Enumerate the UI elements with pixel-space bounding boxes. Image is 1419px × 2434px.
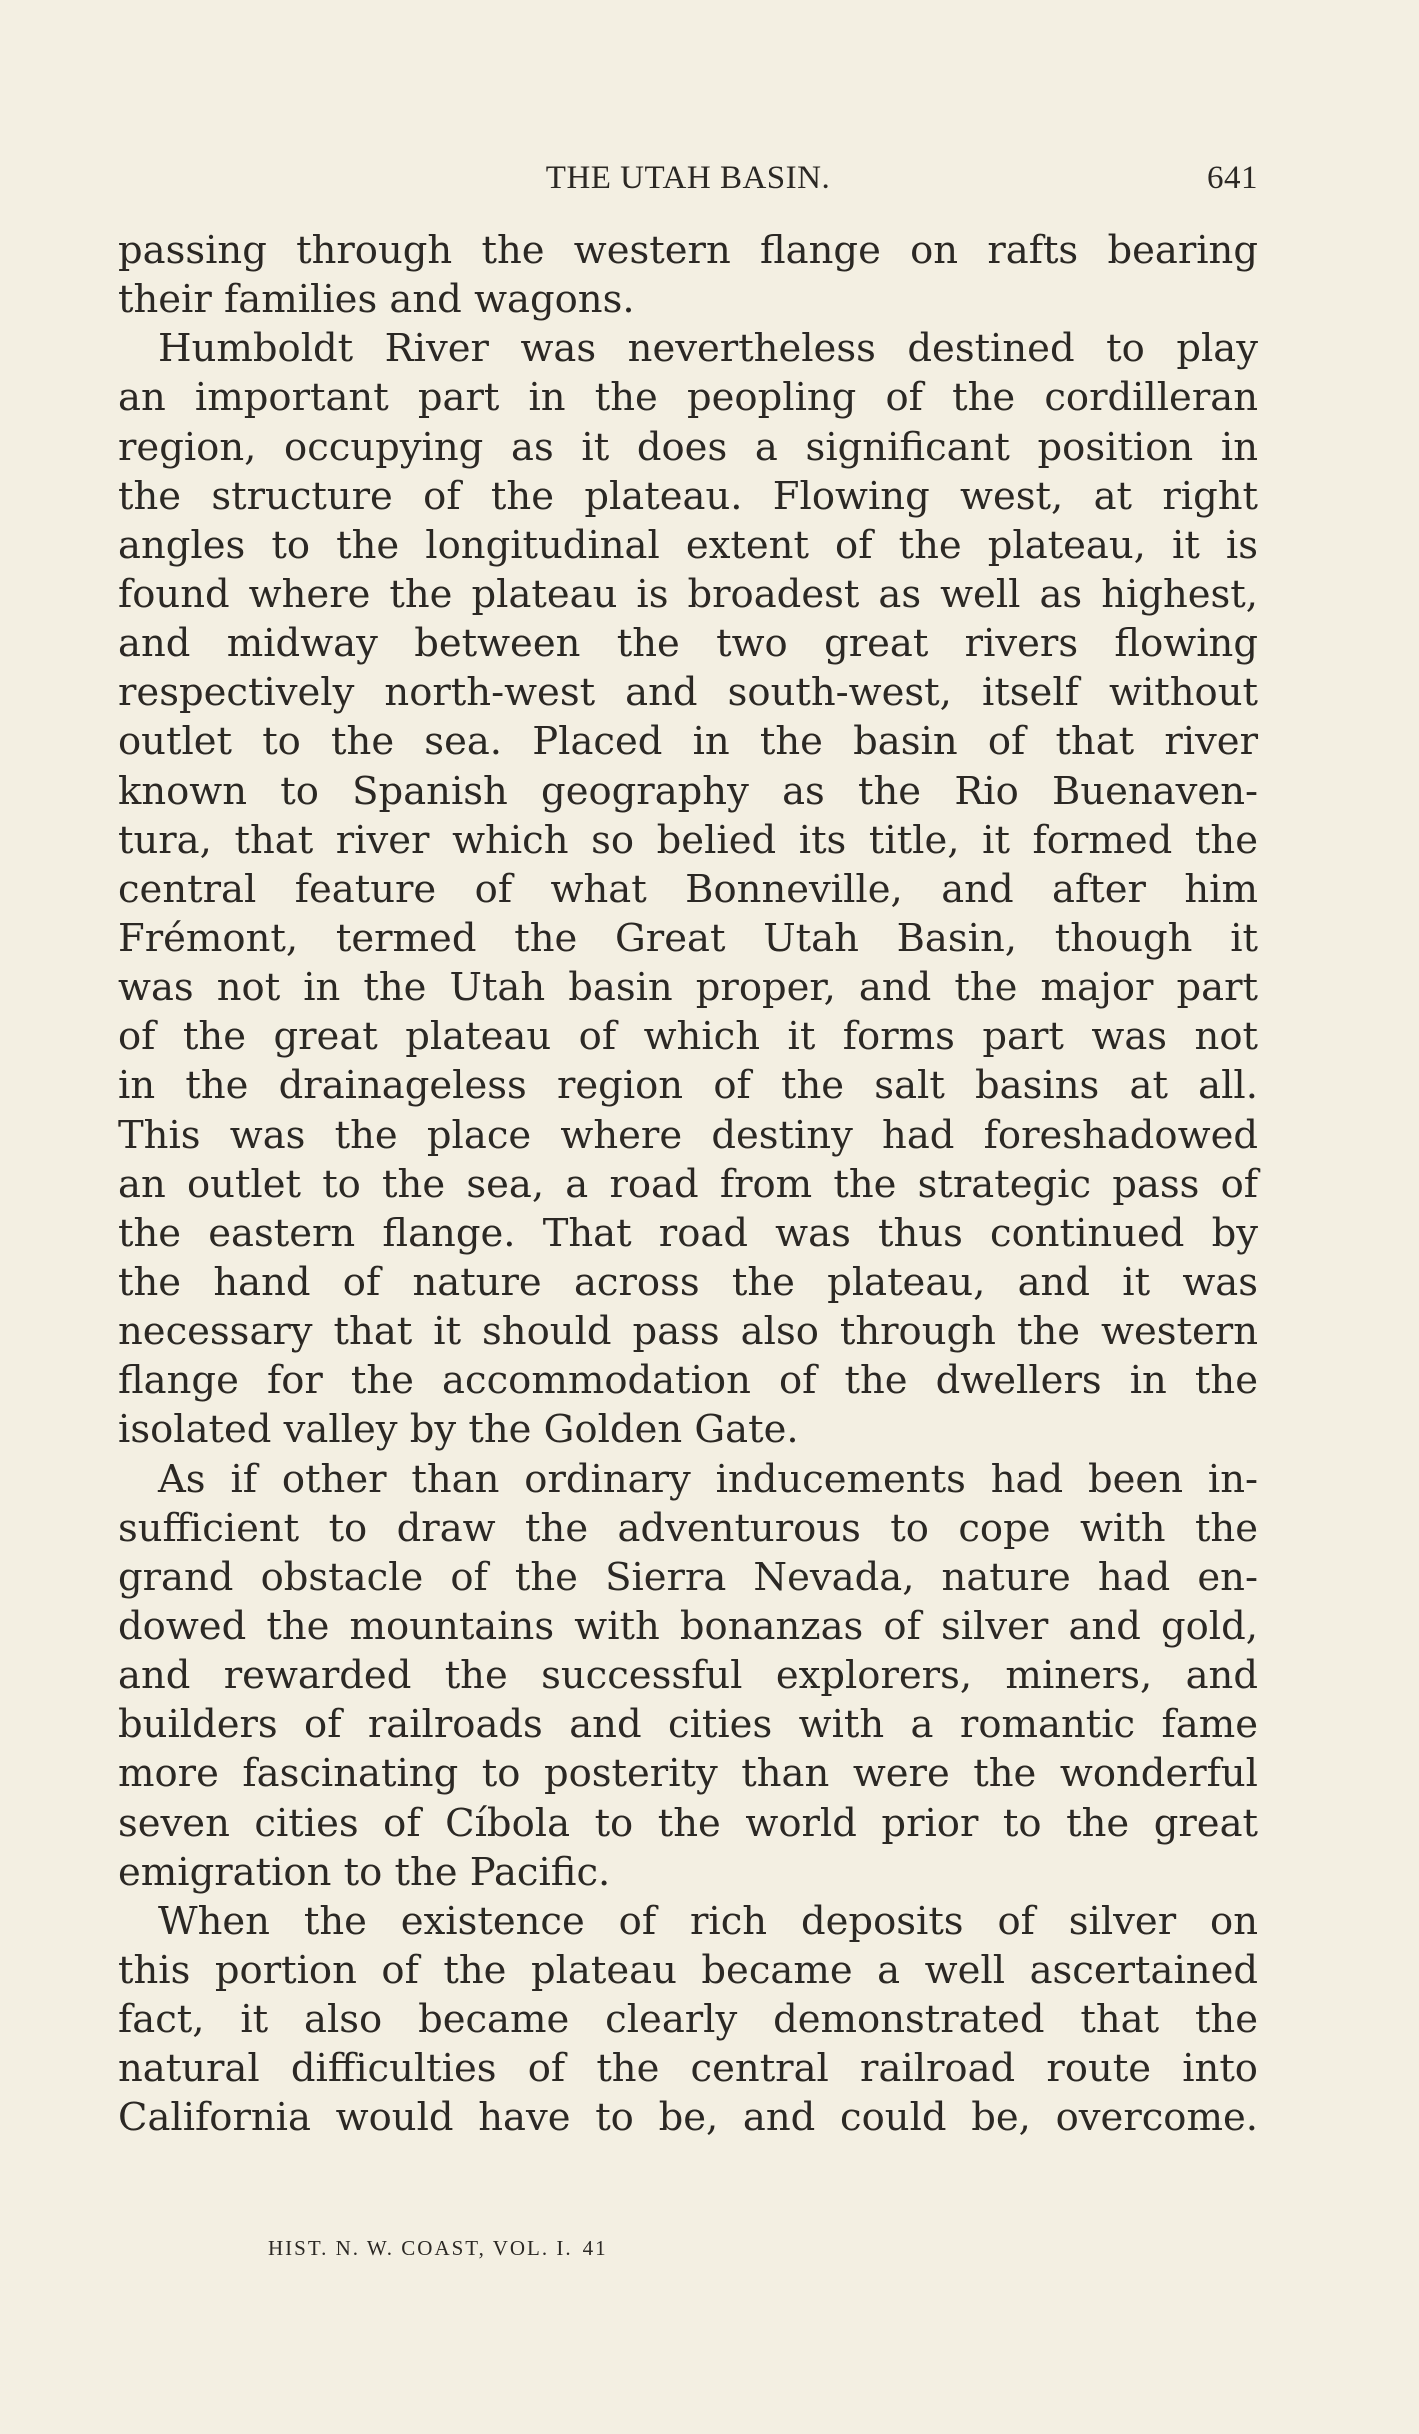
text-line: sufficient to draw the adventurous to cope with the (118, 1505, 1258, 1551)
running-title: THE UTAH BASIN. (545, 160, 831, 196)
page-number: 641 (1207, 160, 1258, 196)
text-line: When the existence of rich deposits of silver on (158, 1898, 1258, 1944)
text-line: seven cities of Cíbola to the world prior to the great (118, 1800, 1258, 1846)
text-line: and midway between the two great rivers flowing (118, 621, 1258, 667)
text-line: tura, that river which so belied its title, it formed the (118, 817, 1258, 863)
text-line: Humboldt River was nevertheless destined to play (158, 326, 1258, 372)
text-line: As if other than ordinary inducements had been in- (158, 1456, 1258, 1502)
text-line: emigration to the Pacific. (118, 1849, 611, 1895)
text-line: Frémont, termed the Great Utah Basin, though it (118, 915, 1258, 961)
text-line: known to Spanish geography as the Rio Buenaven- (118, 768, 1258, 814)
text-line: this portion of the plateau became a well ascertained (118, 1947, 1258, 1993)
text-line: the eastern flange. That road was thus continued by (118, 1210, 1258, 1256)
signature-mark (268, 2236, 608, 2261)
text-line: dowed the mountains with bonanzas of silver and gold, (118, 1603, 1258, 1649)
text-line: California would have to be, and could be, overcome. (118, 2095, 1258, 2141)
text-line: of the great plateau of which it forms part was not (118, 1014, 1258, 1060)
text-line: isolated valley by the Golden Gate. (118, 1407, 799, 1453)
text-line: grand obstacle of the Sierra Nevada, nature had en- (118, 1554, 1258, 1600)
text-line: an important part in the peopling of the cordilleran (118, 375, 1258, 421)
text-line: central feature of what Bonneville, and after him (118, 866, 1258, 912)
body-text (118, 226, 1258, 2142)
text-line: an outlet to the sea, a road from the strategic pass of (118, 1161, 1258, 1207)
text-line: angles to the longitudinal extent of the plateau, it is (118, 522, 1258, 568)
text-line: necessary that it should pass also through the western (118, 1309, 1258, 1355)
text-line: builders of railroads and cities with a romantic fame (118, 1702, 1258, 1748)
running-head (118, 160, 1258, 210)
text-line: outlet to the sea. Placed in the basin of that river (118, 719, 1258, 765)
text-line: region, occupying as it does a significant position in (118, 424, 1258, 470)
text-line: more fascinating to posterity than were the wonderful (118, 1751, 1258, 1797)
text-line: the hand of nature across the plateau, and it was (118, 1259, 1258, 1305)
text-line: This was the place where destiny had foreshadowed (118, 1112, 1258, 1158)
text-line: natural difficulties of the central railroad route into (118, 2046, 1258, 2092)
text-line: was not in the Utah basin proper, and the major part (118, 965, 1258, 1011)
signature-text: HIST. N. W. COAST, VOL. I. (268, 2236, 573, 2260)
text-line: flange for the accommodation of the dwellers in the (118, 1358, 1258, 1404)
text-line: passing through the western flange on rafts bearing (118, 228, 1258, 273)
text-line: in the drainageless region of the salt basins at all. (118, 1063, 1258, 1109)
signature-number: 41 (582, 2236, 608, 2260)
text-line: their families and wagons. (118, 277, 635, 323)
text-line: the structure of the plateau. Flowing west, at right (118, 473, 1258, 519)
text-line: respectively north-west and south-west, itself without (118, 670, 1258, 716)
text-line: and rewarded the successful explorers, miners, and (118, 1653, 1258, 1699)
text-line: found where the plateau is broadest as well as highest, (118, 571, 1258, 617)
text-line: fact, it also became clearly demonstrated that the (118, 1997, 1258, 2043)
